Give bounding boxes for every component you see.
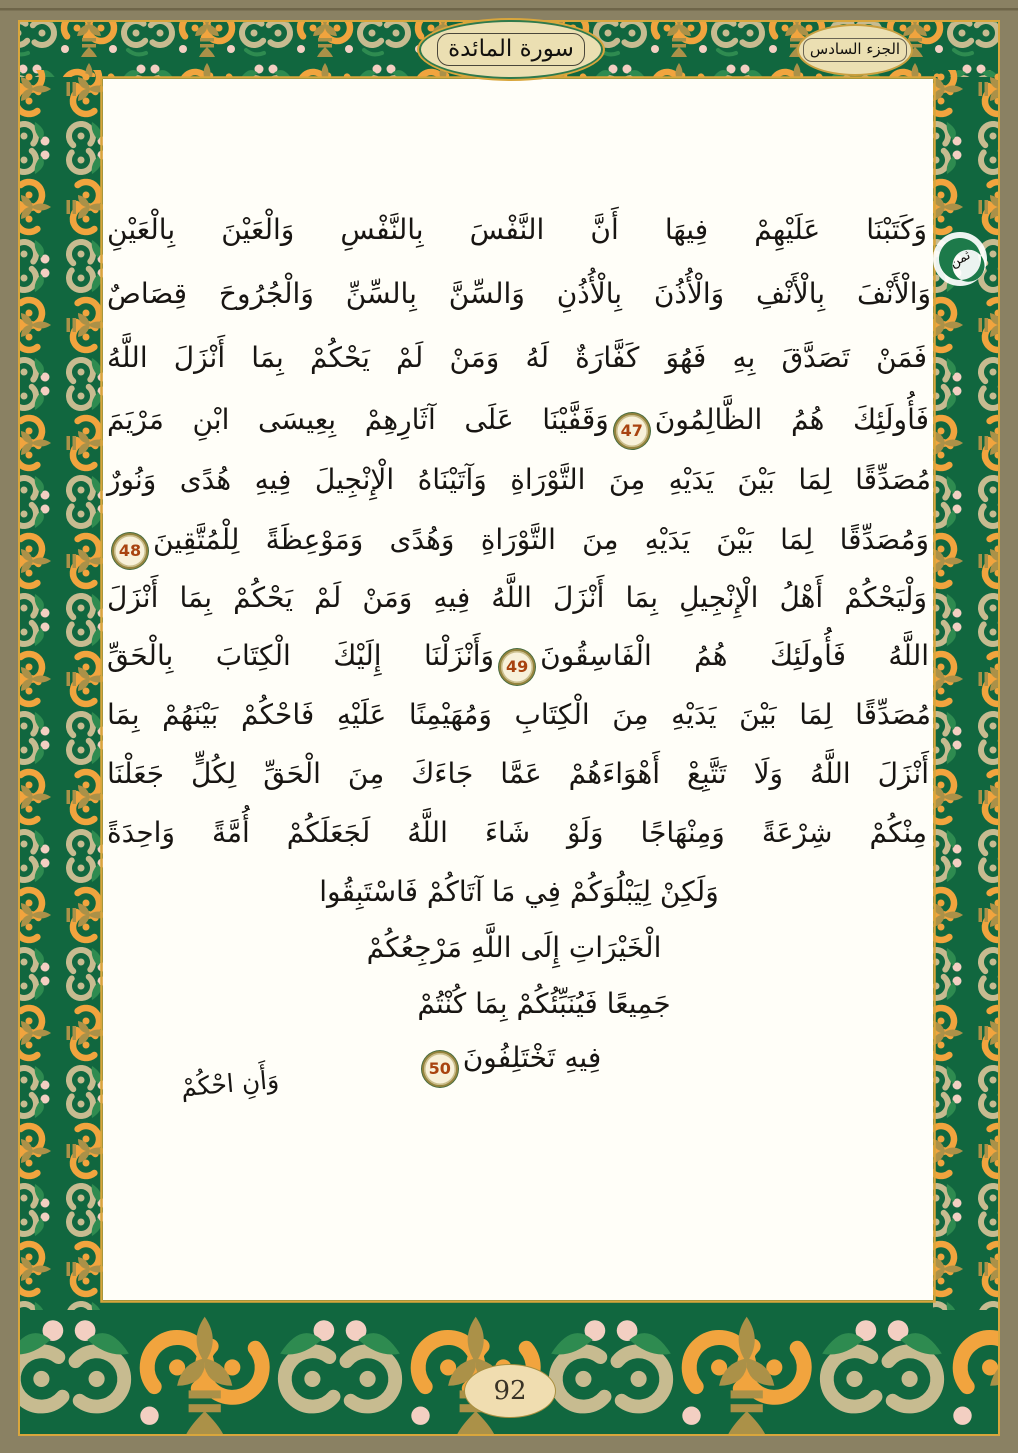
quran-line: [107, 397, 929, 449]
quran-line: [107, 335, 927, 381]
quran-line: [107, 633, 929, 685]
hizb-marker-label: ثمن: [947, 247, 974, 272]
ayah-text: مِنْكُمْ شِرْعَةً وَمِنْهَاجًا وَلَوْ شَاءَ اللَّهُ لَجَعَلَكُمْ أُمَّةً وَاحِدَةً: [107, 816, 927, 849]
quran-line: [107, 575, 927, 621]
ayah-text: فِيهِ تَخْتَلِفُونَ: [462, 1041, 602, 1074]
ayah-text: اللَّهُ فَأُولَئِكَ هُمُ الْفَاسِقُونَ: [540, 639, 929, 672]
quran-line: [153, 1055, 306, 1114]
ayah-text: وَقَفَّيْنَا عَلَى آثَارِهِمْ بِعِيسَى ابْنِ مَرْيَمَ: [107, 403, 609, 436]
ayah-text: أَنْزَلَ اللَّهُ وَلَا تَتَّبِعْ أَهْوَاءَهُمْ عَمَّا جَاءَكَ مِنَ الْحَقِّ لِكُلٍّ جَعَلْنَا: [107, 757, 929, 790]
quran-line: [107, 517, 929, 569]
ayah-text: وَمُصَدِّقًا لِمَا بَيْنَ يَدَيْهِ مِنَ التَّوْرَاةِ وَهُدًى وَمَوْعِظَةً لِلْمُتَّقِينَ: [153, 523, 929, 556]
ayah-text: مُصَدِّقًا لِمَا بَيْنَ يَدَيْهِ مِنَ التَّوْرَاةِ وَآتَيْنَاهُ الْإِنْجِيلَ فِيهِ هُدًى وَنُورٌ: [107, 463, 931, 496]
ayah-text: مُصَدِّقًا لِمَا بَيْنَ يَدَيْهِ مِنَ الْكِتَابِ وَمُهَيْمِنًا عَلَيْهِ فَاحْكُمْ بَيْنَهُمْ بِمَا: [107, 698, 931, 731]
juz-cartouche: [797, 24, 913, 76]
ayah-text: وَكَتَبْنَا عَلَيْهِمْ فِيهَا أَنَّ النَّفْسَ بِالنَّفْسِ وَالْعَيْنَ بِالْعَيْنِ: [107, 213, 927, 246]
page-number: 92: [493, 1376, 527, 1406]
page-number-cartouche: [464, 1364, 556, 1418]
quran-line: [107, 207, 927, 253]
ayah-text: فَأُولَئِكَ هُمُ الظَّالِمُونَ: [654, 403, 929, 436]
ayah-text: الْخَيْرَاتِ إِلَى اللَّهِ مَرْجِعُكُمْ: [366, 931, 662, 964]
quran-line: [107, 810, 927, 856]
verse-marker: 48: [112, 533, 148, 569]
quran-line: [107, 457, 931, 503]
verse-marker: 47: [614, 413, 650, 449]
surah-title-cartouche: [419, 20, 603, 79]
ayah-text: وَلَكِنْ لِيَبْلُوَكُمْ فِي مَا آتَاكُمْ فَاسْتَبِقُوا: [319, 875, 719, 908]
ayah-text: جَمِيعًا فَيُنَبِّئُكُمْ بِمَا كُنْتُمْ: [417, 987, 671, 1020]
quran-line: [107, 751, 929, 797]
ayah-text: وَأَنْزَلْنَا إِلَيْكَ الْكِتَابَ بِالْحَقِّ: [107, 639, 495, 672]
quran-line: [319, 981, 769, 1027]
verse-marker: 50: [422, 1051, 458, 1087]
ayah-text: فَمَنْ تَصَدَّقَ بِهِ فَهُوَ كَفَّارَةٌ لَهُ وَمَنْ لَمْ يَحْكُمْ بِمَا أَنْزَلَ اللَّهُ: [107, 341, 927, 374]
verse-marker: 49: [499, 649, 535, 685]
quran-line: [107, 271, 931, 317]
juz-label: الجزء السادس: [803, 38, 907, 62]
ayah-text: وَلْيَحْكُمْ أَهْلُ الْإِنْجِيلِ بِمَا أَنْزَلَ اللَّهُ فِيهِ وَمَنْ لَمْ يَحْكُمْ بِمَا أَنْزَلَ: [107, 581, 927, 614]
quran-line: [339, 1035, 679, 1087]
quran-line: [107, 692, 931, 738]
quran-line: [239, 869, 799, 915]
ayah-text: وَالْأَنْفَ بِالْأَنْفِ وَالْأُذُنَ بِالْأُذُنِ وَالسِّنَّ بِالسِّنِّ وَالْجُرُوحَ قِصَاصٌ: [107, 277, 931, 310]
quran-text-block: [103, 79, 933, 1301]
hizb-marker-badge: [931, 230, 989, 288]
crescent-icon: [931, 230, 989, 288]
ayah-text: وَأَنِ احْكُمْ: [179, 1064, 281, 1103]
quran-line: [279, 925, 749, 971]
surah-title: سورة المائدة: [437, 33, 585, 66]
